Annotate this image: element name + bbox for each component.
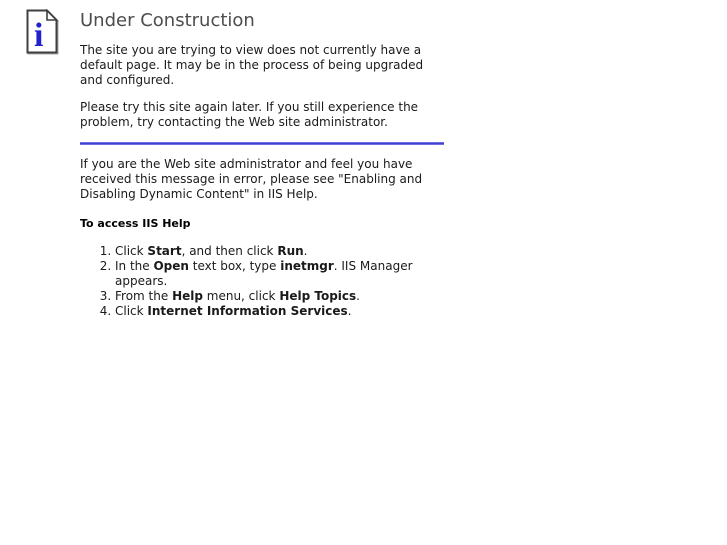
intro-paragraph-1: The site you are trying to view does not currently have a default page. It may be in the process of being upgraded and configured. [80,43,424,87]
page-title: Under Construction [80,10,255,31]
help-section-heading: To access IIS Help [80,217,191,230]
iis-help-steps-list [80,244,444,319]
content-column [80,9,444,319]
admin-note-paragraph: If you are the Web site administrator and feel you have received this message in error, please see "Enabling and Disabling Dynamic Content" in IIS Help. [80,157,423,201]
help-step-item: 4. Click Internet Information Services. [115,304,444,319]
divider-rule [80,142,444,145]
help-step-item: 3. From the Help menu, click Help Topics. [115,289,444,304]
page-fold [47,11,57,21]
icon-column [26,9,58,54]
intro-paragraph-2: Please try this site again later. If you still experience the problem, try contacting the Web site administrator. [80,100,419,129]
info-i-glyph: i [34,17,44,54]
help-step-item: 2. In the Open text box, type inetmgr. IIS Manager appears. [115,259,444,289]
info-page-icon [26,9,58,54]
help-step-item: 1. Click Start, and then click Run. [115,244,444,259]
